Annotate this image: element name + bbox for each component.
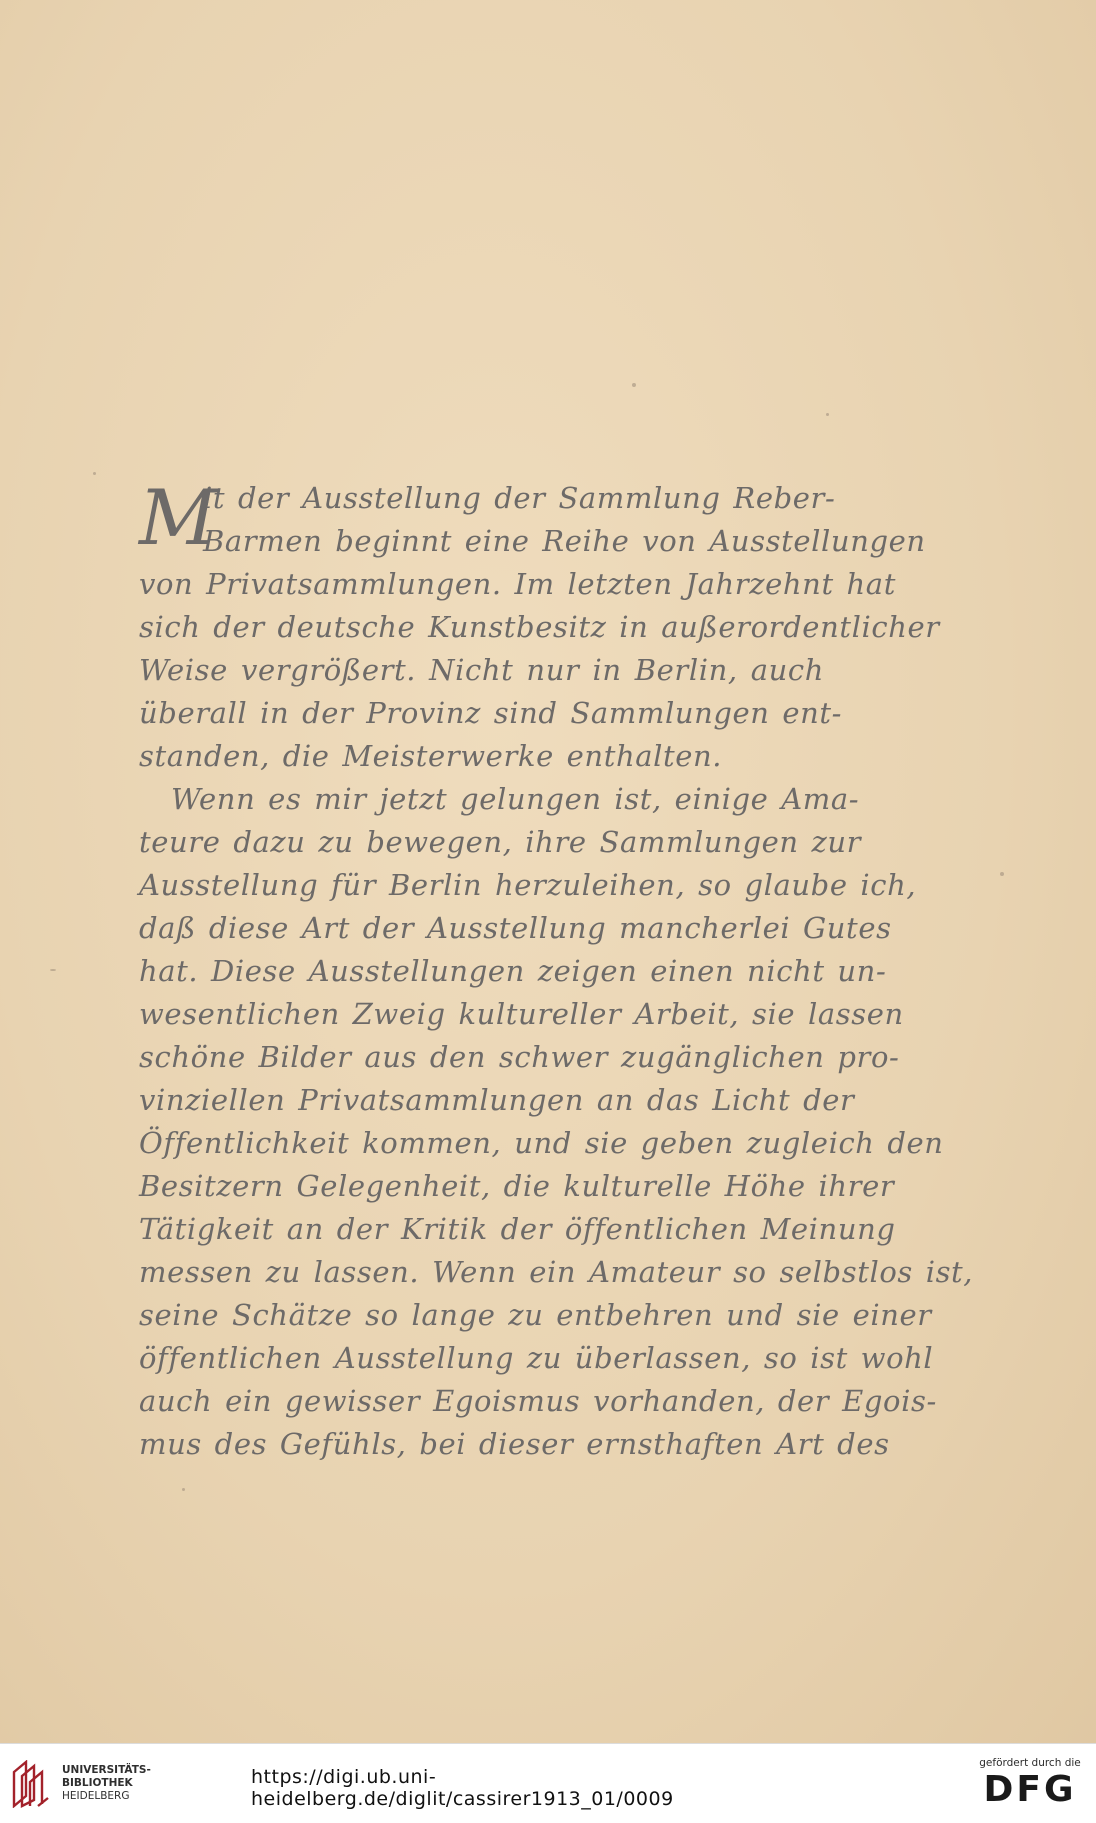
library-name-line: HEIDELBERG [62,1790,130,1802]
text-line: von Privatsammlungen. Im letzten Jahrzehnt hat [139,567,896,601]
text-line: mus des Gefühls, bei dieser ernsthaften Art des [139,1427,890,1461]
paper-speck [182,1488,185,1491]
dfg-logo: DFG [983,1769,1077,1810]
text-line: daß diese Art der Ausstellung mancherlei Gutes [139,911,892,945]
text-line: vinziellen Privatsammlungen an das Licht der [139,1083,855,1117]
library-name-line: BIBLIOTHEK [62,1777,133,1789]
text-line: Ausstellung für Berlin herzuleihen, so glaube ich, [139,868,917,902]
library-name[interactable] [62,1764,151,1803]
paper-speck [1000,872,1004,876]
paper-speck [826,413,829,416]
text-line: sich der deutsche Kunstbesitz in außerordentlicher [139,610,940,644]
text-line: standen, die Meisterwerke enthalten. [139,739,723,773]
text-line: Weise vergrößert. Nicht nur in Berlin, auch [139,653,824,687]
text-line: öffentlichen Ausstellung zu überlassen, so ist wohl [139,1341,934,1375]
text-line: it der Ausstellung der Sammlung Reber- [203,481,836,515]
text-line: messen zu lassen. Wenn ein Amateur so selbstlos ist, [139,1255,974,1289]
funder-label: gefördert durch die [979,1757,1081,1769]
text-line: Tätigkeit an der Kritik der öffentlichen Meinung [139,1212,896,1246]
text-line: Barmen beginnt eine Reihe von Ausstellungen [203,524,926,558]
text-line: wesentlichen Zweig kultureller Arbeit, sie lassen [139,997,904,1031]
text-line: Besitzern Gelegenheit, die kulturelle Höhe ihrer [139,1169,895,1203]
text-line: teure dazu zu bewegen, ihre Sammlungen zur [139,825,862,859]
text-line: seine Schätze so lange zu entbehren und sie einer [139,1298,932,1332]
text-line: schöne Bilder aus den schwer zugänglichen pro- [139,1040,900,1074]
permalink-url[interactable]: https://digi.ub.uni-heidelberg.de/diglit/cassirer1913_01/0009 [251,1766,674,1810]
library-logo-icon[interactable] [12,1760,58,1808]
drop-cap: M [139,473,218,562]
text-line: hat. Diese Ausstellungen zeigen einen nicht un- [139,954,887,988]
funder-block[interactable] [975,1756,1085,1810]
text-line: Wenn es mir jetzt gelungen ist, einige Ama- [171,782,860,816]
library-name-line: UNIVERSITÄTS- [62,1764,151,1776]
text-line: auch ein gewisser Egoismus vorhanden, der Egois- [139,1384,937,1418]
paper-speck [93,472,96,475]
paper-speck [50,969,56,971]
text-line: Öffentlichkeit kommen, und sie geben zugleich den [139,1126,944,1160]
viewer-footer [0,1743,1096,1823]
text-line: überall in der Provinz sind Sammlungen ent- [139,696,843,730]
paper-speck [632,383,636,387]
